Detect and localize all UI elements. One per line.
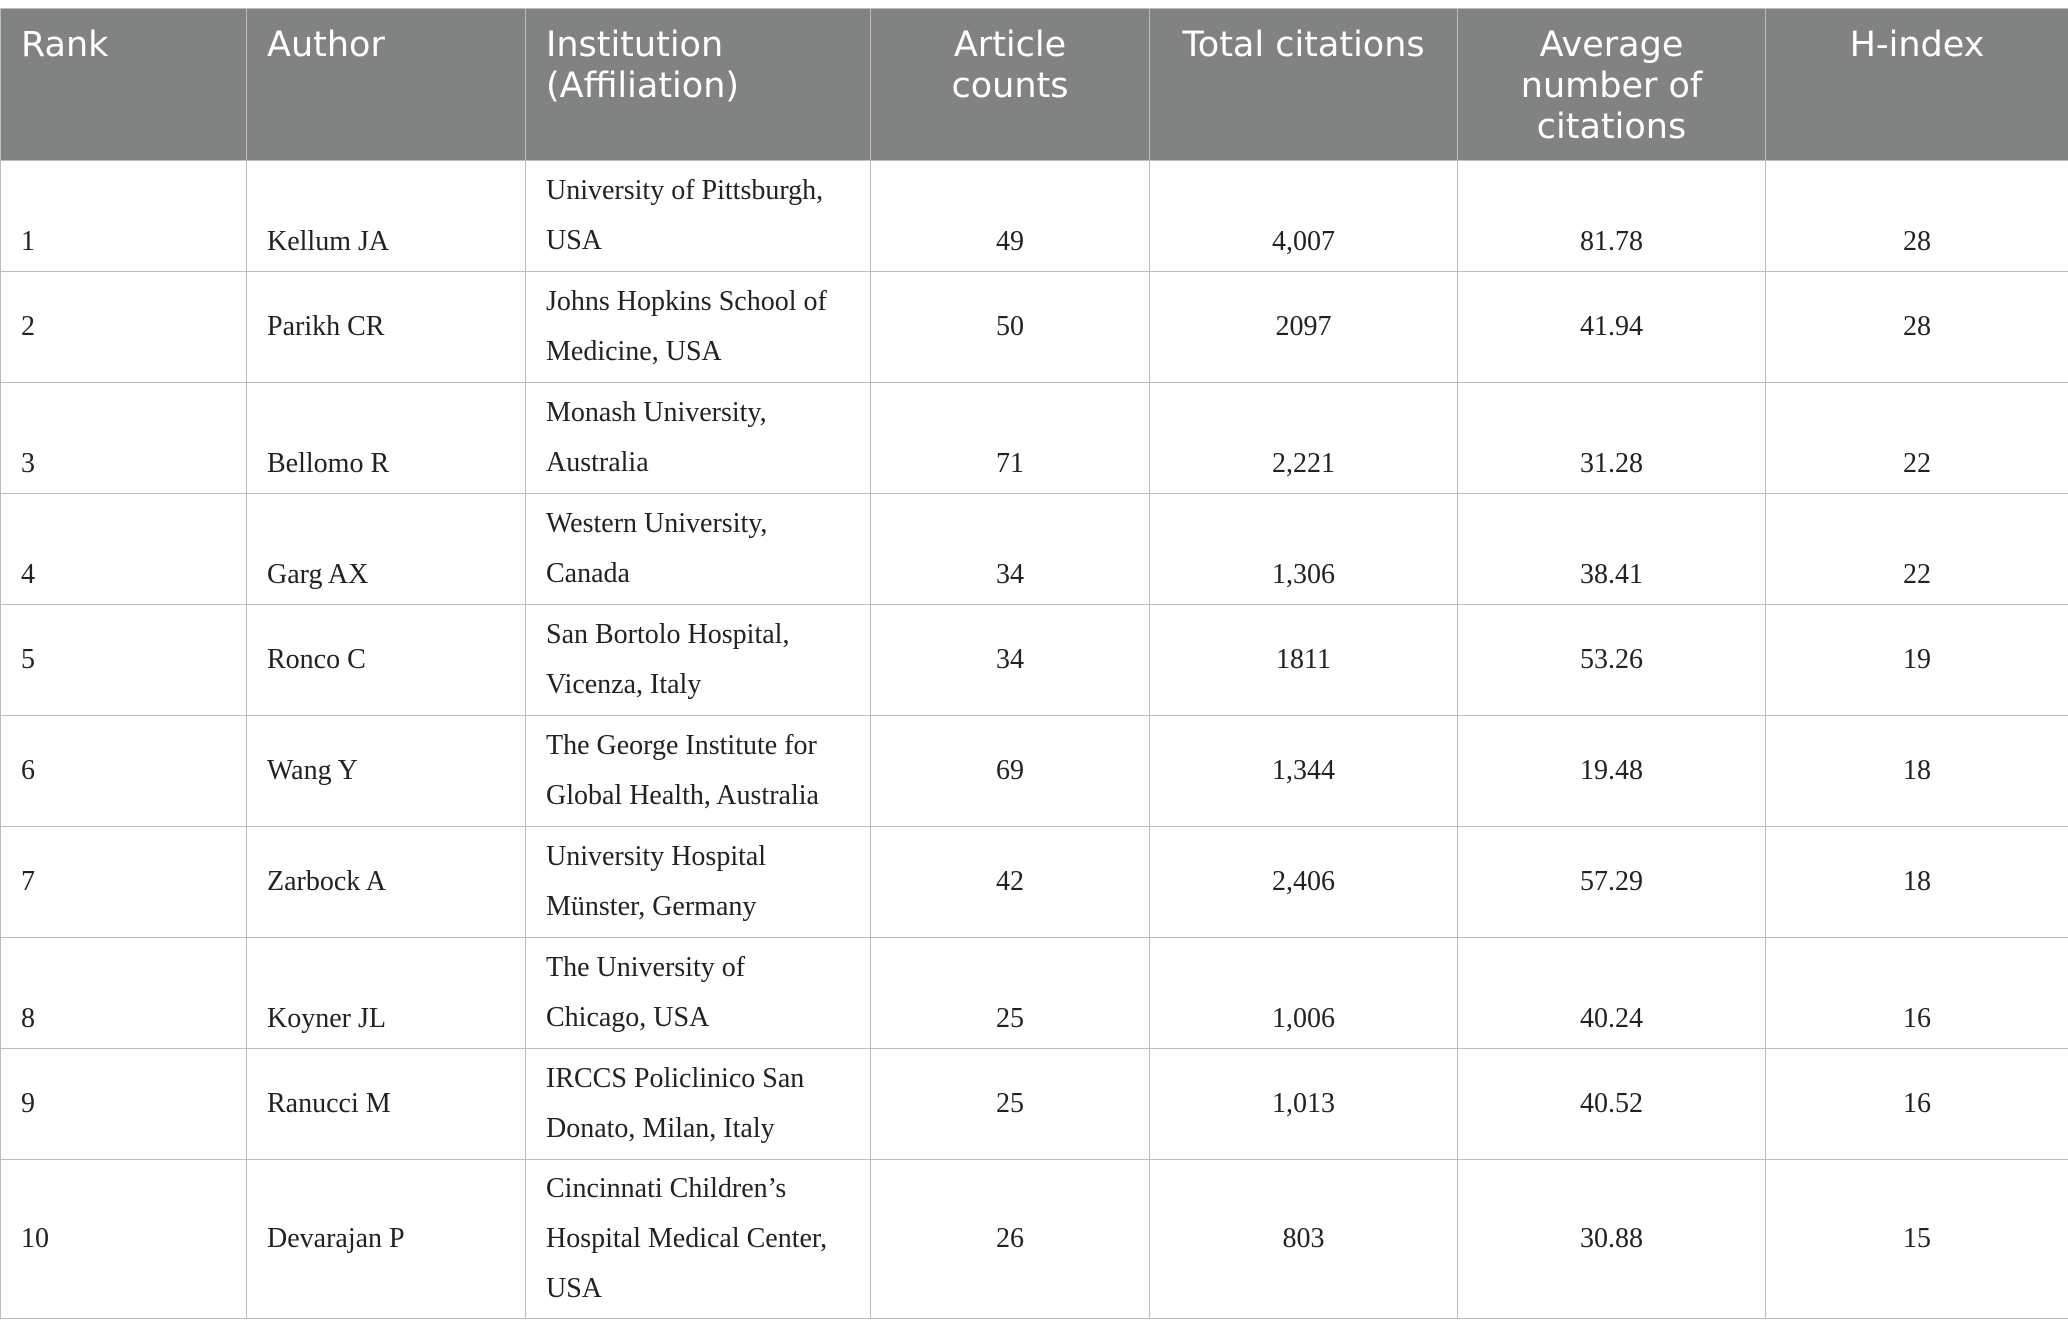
- table-body: [1, 161, 2068, 1319]
- header-average-citations: Average number of citations: [1458, 9, 1766, 161]
- cell-author: Ranucci M: [247, 1049, 526, 1160]
- cell-author: Koyner JL: [247, 938, 526, 1049]
- cell-average-citations: 38.41: [1458, 494, 1766, 605]
- cell-rank: 1: [1, 161, 247, 272]
- cell-average-citations: 81.78: [1458, 161, 1766, 272]
- header-rank: Rank: [1, 9, 247, 161]
- institution-line: Monash University,: [546, 397, 767, 428]
- cell-article-counts: 26: [871, 1160, 1150, 1319]
- cell-h-index: 28: [1766, 161, 2068, 272]
- institution-line: Vicenza, Italy: [546, 669, 702, 700]
- table-row: [1, 272, 2068, 383]
- cell-institution: [526, 383, 871, 494]
- cell-article-counts: 50: [871, 272, 1150, 383]
- header-row: [1, 9, 2068, 161]
- institution-line: The University of: [546, 952, 746, 983]
- cell-author: Parikh CR: [247, 272, 526, 383]
- cell-average-citations: 41.94: [1458, 272, 1766, 383]
- table-row: [1, 938, 2068, 1049]
- cell-author: Kellum JA: [247, 161, 526, 272]
- cell-rank: 2: [1, 272, 247, 383]
- institution-line: The George Institute for: [546, 730, 817, 761]
- institution-line: Global Health, Australia: [546, 780, 819, 811]
- header-author: Author: [247, 9, 526, 161]
- institution-line: Canada: [546, 558, 630, 589]
- cell-article-counts: 34: [871, 605, 1150, 716]
- cell-article-counts: 71: [871, 383, 1150, 494]
- cell-article-counts: 25: [871, 938, 1150, 1049]
- cell-average-citations: 57.29: [1458, 827, 1766, 938]
- institution-line: Johns Hopkins School of: [546, 286, 827, 317]
- cell-institution: [526, 161, 871, 272]
- cell-article-counts: 49: [871, 161, 1150, 272]
- cell-h-index: 16: [1766, 938, 2068, 1049]
- cell-total-citations: 1811: [1150, 605, 1458, 716]
- cell-author: Ronco C: [247, 605, 526, 716]
- cell-institution: [526, 938, 871, 1049]
- header-article-counts: Article counts: [871, 9, 1150, 161]
- cell-author: Bellomo R: [247, 383, 526, 494]
- cell-average-citations: 30.88: [1458, 1160, 1766, 1319]
- cell-average-citations: 40.24: [1458, 938, 1766, 1049]
- institution-line: University of Pittsburgh,: [546, 175, 824, 206]
- institution-line: Western University,: [546, 508, 768, 539]
- cell-institution: [526, 605, 871, 716]
- header-h-index: H-index: [1766, 9, 2068, 161]
- cell-average-citations: 31.28: [1458, 383, 1766, 494]
- institution-line: Münster, Germany: [546, 891, 757, 922]
- institution-line: Hospital Medical Center,: [546, 1223, 828, 1254]
- cell-rank: 5: [1, 605, 247, 716]
- cell-rank: 7: [1, 827, 247, 938]
- institution-line: San Bortolo Hospital,: [546, 619, 790, 650]
- cell-author: Devarajan P: [247, 1160, 526, 1319]
- cell-rank: 9: [1, 1049, 247, 1160]
- cell-institution: [526, 716, 871, 827]
- table-row: [1, 161, 2068, 272]
- cell-h-index: 18: [1766, 827, 2068, 938]
- cell-article-counts: 42: [871, 827, 1150, 938]
- cell-total-citations: 1,006: [1150, 938, 1458, 1049]
- cell-h-index: 18: [1766, 716, 2068, 827]
- header-institution: Institution (Affiliation): [526, 9, 871, 161]
- cell-author: Garg AX: [247, 494, 526, 605]
- table-row: [1, 1160, 2068, 1319]
- cell-h-index: 28: [1766, 272, 2068, 383]
- cell-article-counts: 25: [871, 1049, 1150, 1160]
- institution-line: IRCCS Policlinico San: [546, 1063, 805, 1094]
- cell-total-citations: 1,013: [1150, 1049, 1458, 1160]
- cell-institution: [526, 272, 871, 383]
- table-row: [1, 605, 2068, 716]
- cell-rank: 10: [1, 1160, 247, 1319]
- cell-average-citations: 40.52: [1458, 1049, 1766, 1160]
- cell-article-counts: 34: [871, 494, 1150, 605]
- author-ranking-table: [0, 8, 2068, 1319]
- cell-article-counts: 69: [871, 716, 1150, 827]
- cell-h-index: 22: [1766, 494, 2068, 605]
- cell-total-citations: 2,406: [1150, 827, 1458, 938]
- cell-h-index: 22: [1766, 383, 2068, 494]
- cell-average-citations: 19.48: [1458, 716, 1766, 827]
- cell-total-citations: 1,344: [1150, 716, 1458, 827]
- cell-institution: [526, 1160, 871, 1319]
- table-row: [1, 716, 2068, 827]
- institution-line: Australia: [546, 447, 649, 478]
- cell-total-citations: 2097: [1150, 272, 1458, 383]
- cell-rank: 4: [1, 494, 247, 605]
- cell-h-index: 16: [1766, 1049, 2068, 1160]
- cell-author: Wang Y: [247, 716, 526, 827]
- institution-line: Medicine, USA: [546, 336, 722, 367]
- institution-line: USA: [546, 1273, 603, 1304]
- cell-total-citations: 1,306: [1150, 494, 1458, 605]
- cell-rank: 8: [1, 938, 247, 1049]
- cell-total-citations: 4,007: [1150, 161, 1458, 272]
- cell-average-citations: 53.26: [1458, 605, 1766, 716]
- table-row: [1, 827, 2068, 938]
- cell-author: Zarbock A: [247, 827, 526, 938]
- cell-rank: 3: [1, 383, 247, 494]
- institution-line: Donato, Milan, Italy: [546, 1113, 775, 1144]
- institution-line: USA: [546, 225, 603, 256]
- table-row: [1, 383, 2068, 494]
- cell-h-index: 19: [1766, 605, 2068, 716]
- cell-total-citations: 2,221: [1150, 383, 1458, 494]
- institution-line: University Hospital: [546, 841, 767, 872]
- institution-line: Chicago, USA: [546, 1002, 710, 1033]
- cell-institution: [526, 827, 871, 938]
- cell-institution: [526, 494, 871, 605]
- cell-total-citations: 803: [1150, 1160, 1458, 1319]
- header-total-citations: Total citations: [1150, 9, 1458, 161]
- table-row: [1, 1049, 2068, 1160]
- cell-rank: 6: [1, 716, 247, 827]
- table-row: [1, 494, 2068, 605]
- cell-institution: [526, 1049, 871, 1160]
- cell-h-index: 15: [1766, 1160, 2068, 1319]
- institution-line: Cincinnati Children’s: [546, 1173, 787, 1204]
